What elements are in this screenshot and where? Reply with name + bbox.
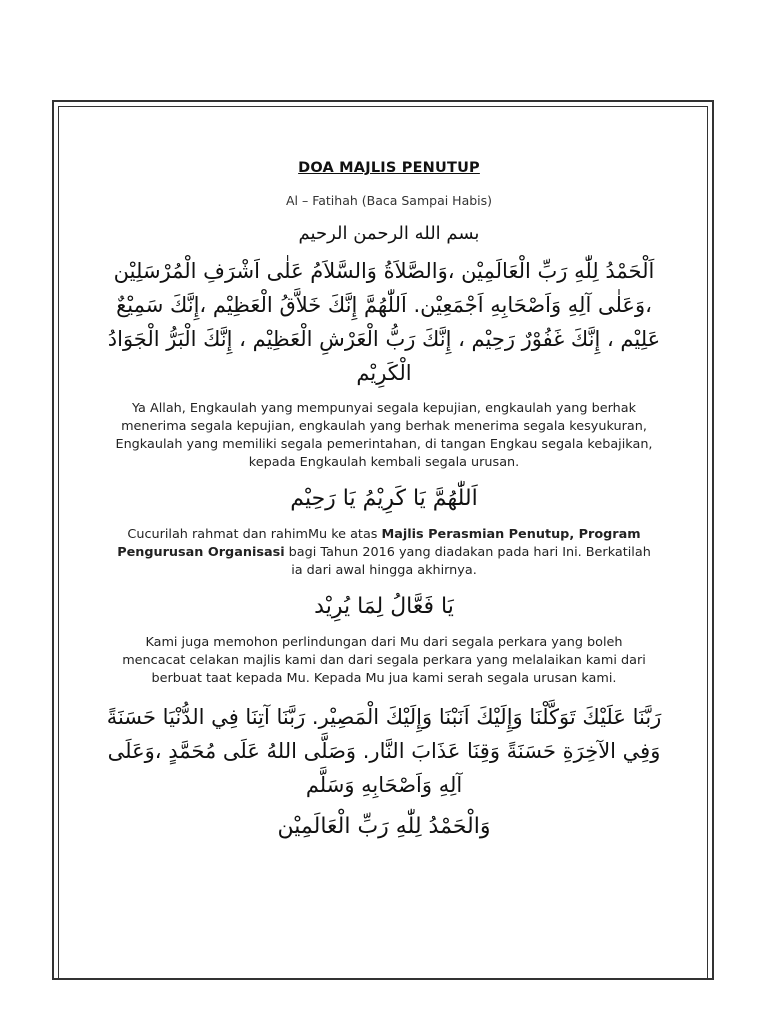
malay-protection-paragraph: Kami juga memohon perlindungan dari Mu dari segala perkara yang boleh mencacat celakan majlis kami dan dari segala perkara yang melalaikan kami dari berbuat taat kepada Mu. Kepada Mu jua kami serah segala urusan kami.: [122, 635, 646, 686]
event-name-bold: Majlis Perasmian Penutup, Program Pengurusan Organisasi: [117, 527, 641, 560]
arabic-invocation-karim: اَللّٰهُمَّ يَا كَرِيْمُ يَا رَحِيْم: [290, 486, 478, 511]
document-title: DOA MAJLIS PENUTUP: [298, 160, 480, 176]
malay-blessing-start: Cucurilah rahmat dan rahimMu ke atas: [127, 527, 382, 542]
malay-blessing-end: bagi Tahun 2016 yang diadakan pada hari Ini. Berkatilah ia dari awal hingga akhirnya.: [284, 545, 651, 578]
basmala-text: بسم الله الرحمن الرحيم: [298, 223, 480, 244]
arabic-closing-paragraph: رَبَّنَا عَلَيْكَ تَوَكَّلْنَا وَإِلَيْكَ اَنَبْنَا وَإِلَيْكَ الْمَصِيْر. رَبَّنَا آتِنَا فِي الدُّنْيَا حَسَنَةً وَفِي الآخِرَةِ حَسَنَةً وَقِنَا عَذَابَ النَّار. وَصَلَّى اللهُ عَلَى مُحَمَّدٍ ،وَعَلَى آلِهِ وَاَصْحَابِهِ وَسَلَّم: [106, 705, 662, 797]
arabic-praise-paragraph: اَلْحَمْدُ لِلّٰهِ رَبِّ الْعَالَمِيْن ،وَالصَّلاَةُ وَالسَّلاَمُ عَلٰى اَشْرَفِ الْمُرْسَلِيْن ،وَعَلٰى آلِهِ وَاَصْحَابِهِ اَجْمَعِيْن. اَللّٰهُمَّ إِنَّكَ خَلاَّقُ الْعَظِيْم ،إِنَّكَ سَمِيْعٌ عَلِيْم ، إِنَّكَ غَفُوْرٌ رَحِيْم ، إِنَّكَ رَبُّ الْعَرْشِ الْعَظِيْم ، إِنَّكَ الْبَرُّ الْجَوَادُ الْكَرِيْم: [107, 259, 661, 385]
arabic-invocation-faal: يَا فَعَّالُ لِمَا يُرِيْد: [314, 594, 454, 619]
document-subtitle: Al – Fatihah (Baca Sampai Habis): [285, 193, 493, 208]
document-body: [100, 158, 668, 854]
malay-blessing-paragraph: [100, 526, 668, 580]
arabic-final-praise: وَالْحَمْدُ لِلّٰهِ رَبِّ الْعَالَمِيْن: [277, 814, 491, 839]
malay-praise-translation: Ya Allah, Engkaulah yang mempunyai segala kepujian, engkaulah yang berhak menerima segala kepujian, engkaulah yang berhak menerima segala kesyukuran, Engkaulah yang memiliki segala pemerintahan, di tangan Engkau segala kebajikan, kepada Engkaulah kembali segala urusan.: [115, 401, 653, 470]
